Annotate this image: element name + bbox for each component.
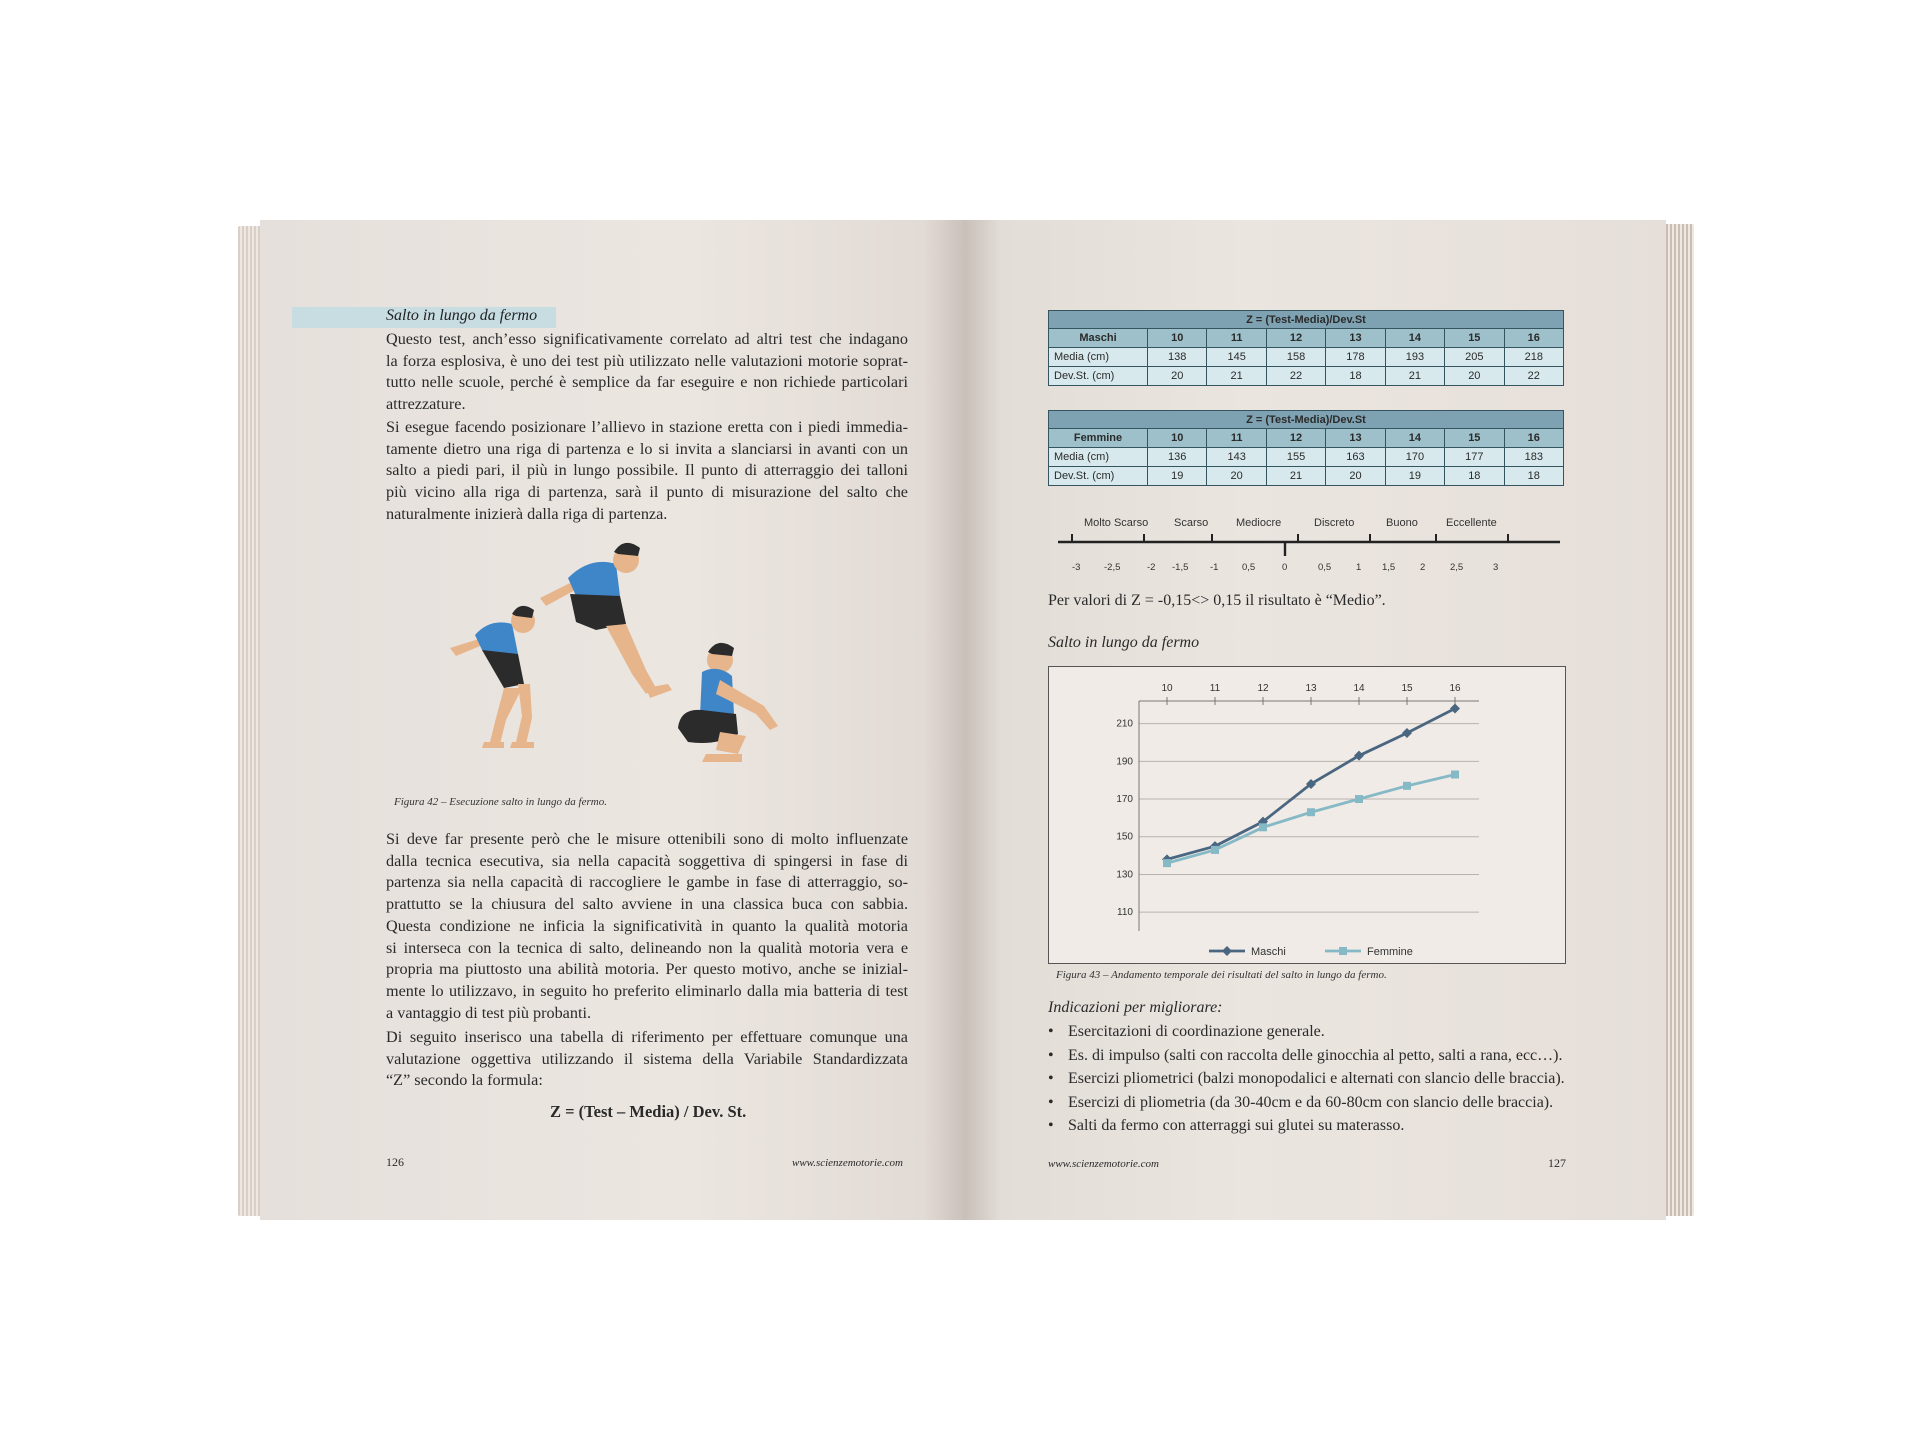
scale-number: 1 bbox=[1356, 562, 1362, 573]
table-age-header: 10 bbox=[1148, 429, 1207, 448]
table-cell: 19 bbox=[1385, 467, 1444, 486]
list-item: • Esercizi di pliometria (da 30-40cm e da 60-80cm con slancio delle braccia). bbox=[1042, 1091, 1565, 1115]
text-line: Si deve far presente però che le misure ottenibili sono di molto influenzate bbox=[386, 830, 908, 848]
table-age-header: 16 bbox=[1504, 329, 1563, 348]
figure-43-caption: Figura 43 – Andamento temporale dei risultati del salto in lungo da fermo. bbox=[1056, 969, 1387, 981]
table-cell: 21 bbox=[1207, 367, 1266, 386]
scale-number: 0,5 bbox=[1318, 562, 1332, 573]
paragraph-reference bbox=[386, 1027, 908, 1092]
table-group-header: Maschi bbox=[1049, 329, 1148, 348]
table-cell: 218 bbox=[1504, 348, 1563, 367]
data-point bbox=[1355, 795, 1363, 803]
text-line: partenza sia nella capacità di raccogliere le gambe in fase di atterraggio, so- bbox=[386, 873, 908, 892]
table-row bbox=[1049, 448, 1564, 467]
y-tick-label: 190 bbox=[1116, 756, 1133, 768]
row-label: Dev.St. (cm) bbox=[1049, 467, 1148, 486]
text-line: valutazione oggettiva utilizzando il sistema della Variabile Standardizzata bbox=[386, 1049, 908, 1068]
scale-label: Molto Scarso bbox=[1084, 517, 1149, 529]
table-title: Z = (Test-Media)/Dev.St bbox=[1049, 411, 1564, 429]
x-tick-label: 12 bbox=[1257, 683, 1269, 694]
data-point bbox=[1307, 808, 1315, 816]
scale-number: 3 bbox=[1493, 562, 1499, 573]
scale-label: Mediocre bbox=[1236, 517, 1282, 529]
open-book bbox=[238, 220, 1694, 1220]
athlete-crouch-figure bbox=[450, 606, 535, 748]
text-line: propria ma piuttosto una abilità motoria. Per questo motivo, anche se inizial- bbox=[386, 960, 908, 979]
y-tick-label: 210 bbox=[1116, 718, 1133, 730]
athlete-flight-figure bbox=[540, 543, 672, 698]
list-item: • Esercizi pliometrici (balzi monopodalici e alternati con slancio delle braccia). bbox=[1042, 1067, 1565, 1091]
text-line: “Z” secondo la formula: bbox=[386, 1071, 543, 1090]
table-age-header: 11 bbox=[1207, 429, 1266, 448]
table-cell: 20 bbox=[1326, 467, 1385, 486]
table-row bbox=[1049, 367, 1564, 386]
z-formula: Z = (Test – Media) / Dev. St. bbox=[550, 1102, 747, 1121]
improve-list bbox=[1042, 1020, 1565, 1138]
table-cell: 20 bbox=[1207, 467, 1266, 486]
row-label: Dev.St. (cm) bbox=[1049, 367, 1148, 386]
scale-label: Scarso bbox=[1174, 517, 1209, 529]
table-cell: 138 bbox=[1148, 348, 1207, 367]
table-cell: 21 bbox=[1266, 467, 1325, 486]
scale-number: -3 bbox=[1072, 562, 1081, 573]
paragraph-intro bbox=[386, 329, 908, 416]
chart-frame bbox=[1048, 666, 1566, 964]
data-point bbox=[1451, 771, 1459, 779]
scale-number: -1,5 bbox=[1172, 562, 1189, 573]
legend-label: Maschi bbox=[1251, 946, 1286, 958]
text-line: mente lo utilizzavo, in seguito ho preferito eliminarlo dalla mia batteria di test bbox=[386, 981, 908, 1000]
table-cell: 20 bbox=[1445, 367, 1504, 386]
data-point bbox=[1211, 846, 1219, 854]
paragraph-execution bbox=[386, 417, 908, 526]
table-cell: 22 bbox=[1266, 367, 1325, 386]
table-age-header: 10 bbox=[1148, 329, 1207, 348]
list-item: • Esercitazioni di coordinazione generale. bbox=[1042, 1020, 1565, 1044]
table-cell: 205 bbox=[1445, 348, 1504, 367]
x-tick-label: 16 bbox=[1449, 683, 1461, 694]
table-age-header: 12 bbox=[1266, 329, 1325, 348]
text-line: prattutto se la chiusura del salto avviene in una classica buca con sabbia. bbox=[386, 895, 908, 914]
table-cell: 22 bbox=[1504, 367, 1563, 386]
table-cell: 18 bbox=[1504, 467, 1563, 486]
data-point bbox=[1450, 704, 1460, 714]
table-age-header: 16 bbox=[1504, 429, 1563, 448]
text-line: tutto nelle scuole, perché è semplice da far eseguire e non richiede particolari bbox=[386, 373, 908, 392]
z-table-maschi bbox=[1048, 310, 1564, 386]
right-page bbox=[966, 220, 1666, 1220]
page-edges-right bbox=[1664, 224, 1694, 1216]
text-line: Si esegue facendo posizionare l’allievo in stazione eretta con i piedi immedia- bbox=[386, 418, 908, 436]
y-tick-label: 150 bbox=[1116, 831, 1133, 843]
table-cell: 143 bbox=[1207, 448, 1266, 467]
scale-number: 0,5 bbox=[1242, 562, 1256, 573]
jump-illustration bbox=[420, 538, 840, 788]
text-line: naturalmente inizierà dalla riga di partenza. bbox=[386, 504, 668, 523]
scale-number: 2 bbox=[1420, 562, 1426, 573]
x-tick-label: 14 bbox=[1353, 683, 1365, 694]
table-cell: 177 bbox=[1445, 448, 1504, 467]
table-age-header: 13 bbox=[1326, 329, 1385, 348]
text-line: attrezzature. bbox=[386, 395, 466, 414]
page-number: 126 bbox=[386, 1155, 404, 1169]
website-footer: www.scienzemotorie.com bbox=[792, 1157, 904, 1169]
table-age-header: 13 bbox=[1326, 429, 1385, 448]
table-cell: 178 bbox=[1326, 348, 1385, 367]
table-title: Z = (Test-Media)/Dev.St bbox=[1049, 311, 1564, 329]
table-cell: 19 bbox=[1148, 467, 1207, 486]
data-point bbox=[1403, 782, 1411, 790]
table-age-header: 14 bbox=[1385, 429, 1444, 448]
scale-number: -2 bbox=[1147, 562, 1156, 573]
x-tick-label: 10 bbox=[1161, 683, 1173, 694]
table-age-header: 14 bbox=[1385, 329, 1444, 348]
y-tick-label: 170 bbox=[1116, 794, 1133, 806]
x-tick-label: 11 bbox=[1209, 683, 1221, 694]
chart-title: Salto in lungo da fermo bbox=[1048, 634, 1200, 651]
x-tick-label: 13 bbox=[1305, 683, 1317, 694]
data-point bbox=[1402, 728, 1412, 738]
row-label: Media (cm) bbox=[1049, 448, 1148, 467]
table-cell: 155 bbox=[1266, 448, 1325, 467]
table-cell: 20 bbox=[1148, 367, 1207, 386]
legend-marker bbox=[1222, 946, 1232, 956]
table-age-header: 15 bbox=[1445, 329, 1504, 348]
text-line: più vicino alla riga di partenza, sarà il punto di misurazione del salto che bbox=[386, 483, 908, 502]
scale-label: Buono bbox=[1386, 517, 1418, 529]
scale-number: -1 bbox=[1210, 562, 1219, 573]
website-footer: www.scienzemotorie.com bbox=[1048, 1158, 1160, 1170]
text-line: tamente dietro una riga di partenza e lo si invita a slanciarsi in avanti con un bbox=[386, 439, 908, 458]
paragraph-technique bbox=[386, 829, 908, 1024]
section-heading: Salto in lungo da fermo bbox=[386, 307, 538, 324]
y-tick-label: 110 bbox=[1117, 907, 1133, 919]
scale-label: Eccellente bbox=[1446, 517, 1497, 529]
scale-label: Discreto bbox=[1314, 517, 1355, 529]
z-score-scale bbox=[1048, 510, 1578, 580]
text-line: Questo test, anch’esso significativamente correlato ad altri test che indagano bbox=[386, 330, 908, 348]
table-cell: 193 bbox=[1385, 348, 1444, 367]
legend-marker bbox=[1339, 947, 1347, 955]
scale-number: -2,5 bbox=[1104, 562, 1121, 573]
table-row bbox=[1049, 467, 1564, 486]
table-group-header: Femmine bbox=[1049, 429, 1148, 448]
table-cell: 145 bbox=[1207, 348, 1266, 367]
table-cell: 136 bbox=[1148, 448, 1207, 467]
text-line: dalla tecnica esecutiva, sia nella capacità soggettiva di spingersi in fase di bbox=[386, 851, 908, 870]
table-cell: 18 bbox=[1445, 467, 1504, 486]
z-table-femmine bbox=[1048, 410, 1564, 486]
figure-42-caption: Figura 42 – Esecuzione salto in lungo da fermo. bbox=[394, 796, 607, 808]
left-page bbox=[260, 220, 966, 1220]
text-line: si interseca con la tecnica di salto, delineando non la qualità motoria vera e bbox=[386, 938, 908, 957]
table-cell: 18 bbox=[1326, 367, 1385, 386]
text-line: salto a piedi pari, il più in lungo possibile. Il punto di atterraggio dei talloni bbox=[386, 461, 908, 480]
table-age-header: 12 bbox=[1266, 429, 1325, 448]
table-row bbox=[1049, 348, 1564, 367]
table-age-header: 15 bbox=[1445, 429, 1504, 448]
y-tick-label: 130 bbox=[1116, 869, 1133, 881]
text-line: Di seguito inserisco una tabella di riferimento per effettuare comunque una bbox=[386, 1028, 908, 1046]
table-cell: 183 bbox=[1504, 448, 1563, 467]
line-chart bbox=[1049, 667, 1565, 963]
medio-note: Per valori di Z = -0,15<> 0,15 il risultato è “Medio”. bbox=[1048, 592, 1386, 609]
text-line: la forza esplosiva, è uno dei test più utilizzato nelle valutazioni motorie soprat- bbox=[386, 351, 908, 370]
table-cell: 163 bbox=[1326, 448, 1385, 467]
athlete-landing-figure bbox=[678, 643, 778, 762]
scale-number: 2,5 bbox=[1450, 562, 1464, 573]
text-line: Questa condizione ne inficia la significatività in quanto la qualità motoria bbox=[386, 916, 908, 935]
data-point bbox=[1259, 823, 1267, 831]
list-item: • Es. di impulso (salti con raccolta delle ginocchia al petto, salti a rana, ecc…). bbox=[1042, 1044, 1565, 1068]
table-cell: 21 bbox=[1385, 367, 1444, 386]
table-cell: 158 bbox=[1266, 348, 1325, 367]
row-label: Media (cm) bbox=[1049, 348, 1148, 367]
text-line: a vantaggio di test più probanti. bbox=[386, 1003, 591, 1022]
scale-number: 1,5 bbox=[1382, 562, 1396, 573]
scale-number: 0 bbox=[1282, 562, 1288, 573]
improve-heading: Indicazioni per migliorare: bbox=[1048, 999, 1223, 1016]
list-item: • Salti da fermo con atterraggi sui glutei su materasso. bbox=[1042, 1114, 1565, 1138]
table-age-header: 11 bbox=[1207, 329, 1266, 348]
table-cell: 170 bbox=[1385, 448, 1444, 467]
data-point bbox=[1163, 859, 1171, 867]
x-tick-label: 15 bbox=[1401, 683, 1413, 694]
page-number: 127 bbox=[1548, 1156, 1566, 1170]
legend-label: Femmine bbox=[1367, 946, 1413, 958]
